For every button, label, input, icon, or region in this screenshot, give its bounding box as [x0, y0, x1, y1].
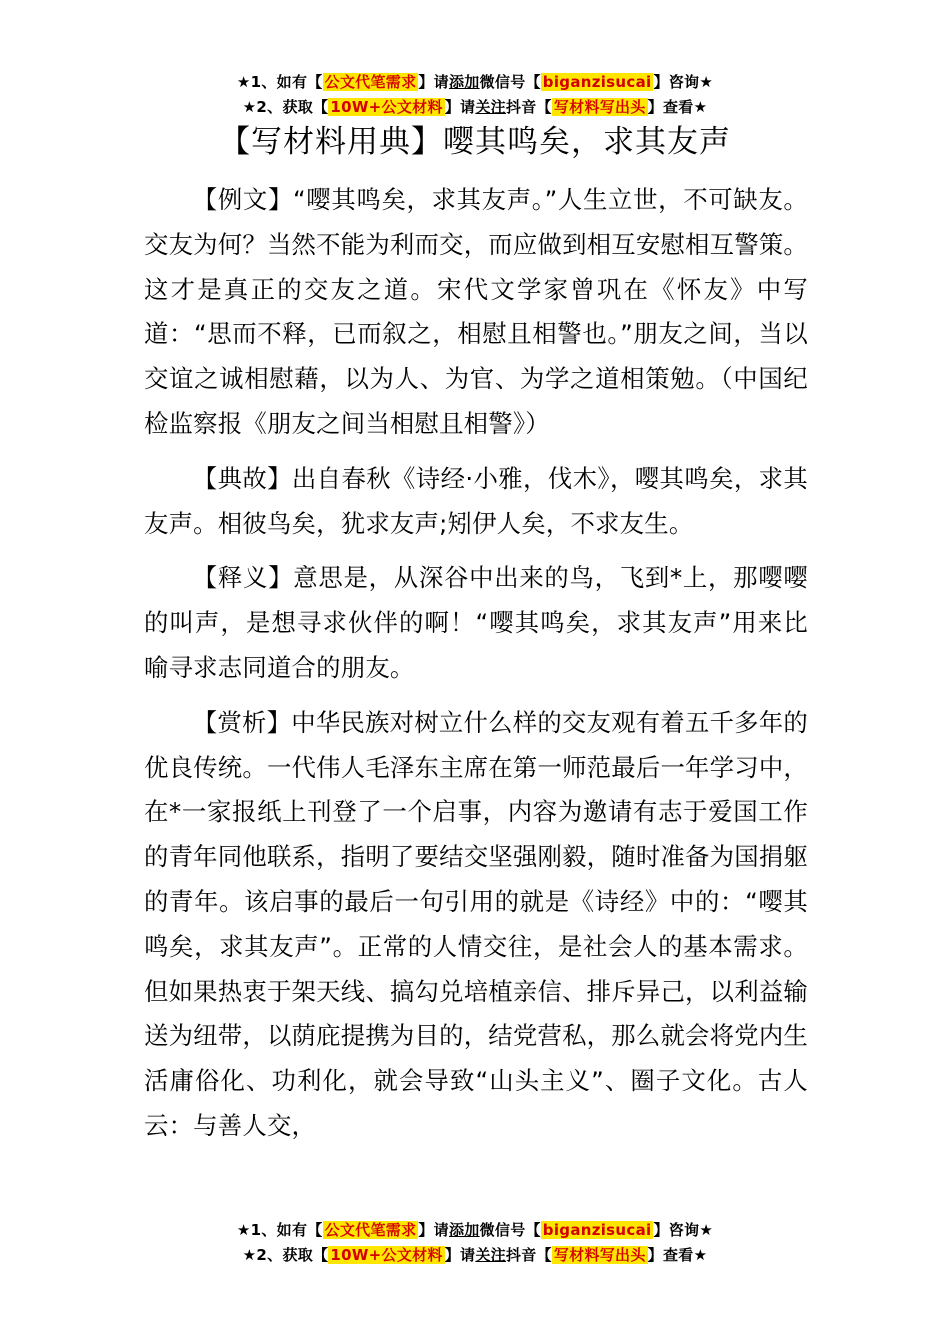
banner-text: 抖音【 [505, 98, 552, 116]
banner-line-2 [0, 1243, 950, 1268]
underlined-text: 关注 [475, 98, 506, 116]
banner-text: 微信号【 [479, 1221, 541, 1239]
banner-text: 】请 [418, 1221, 449, 1239]
document-body [144, 178, 808, 1159]
banner-text: 】查看★ [647, 98, 708, 116]
paragraph-appreciation: 【赏析】中华民族对树立什么样的交友观有着五千多年的优良传统。一代伟人毛泽东主席在第一师范最后一年学习中，在*一家报纸上刊登了一个启事，内容为邀请有志于爱国工作的青年同他联系，指明了要结交坚强刚毅，随时准备为国捐躯的青年。该启事的最后一句引用的就是《诗经》中的：“嘤其鸣矣，求其友声”。正常的人情交往，是社会人的基本需求。但如果热衷于架天线、搞勾兑培植亲信、排斥异己，以利益输送为纽带，以荫庇提携为目的，结党营私，那么就会将党内生活庸俗化、功利化，就会导致“山头主义”、圈子文化。古人云：与善人交， [144, 707, 808, 1140]
banner-text: 抖音【 [505, 1246, 552, 1264]
banner-text: ★1、如有【 [236, 1221, 323, 1239]
highlight-materials: 10W+公文材料 [330, 98, 443, 116]
banner-line-1 [0, 1218, 950, 1243]
banner-text: ★2、获取【 [242, 1246, 329, 1264]
banner-line-2 [0, 95, 950, 120]
banner-text: 微信号【 [479, 73, 541, 91]
banner-text: ★2、获取【 [242, 98, 329, 116]
header-banner [0, 70, 950, 120]
banner-text: 】请 [444, 1246, 476, 1264]
underlined-text: 添加 [448, 1221, 480, 1239]
banner-text: 】查看★ [647, 1246, 708, 1264]
document-title: 【写材料用典】嘤其鸣矣，求其友声 [219, 124, 731, 160]
banner-text: 】咨询★ [653, 73, 714, 91]
banner-text: 】请 [444, 98, 476, 116]
banner-text: 】咨询★ [653, 1221, 714, 1239]
paragraph-allusion: 【典故】出自春秋《诗经·小雅，伐木》，嘤其鸣矣，求其友声。相彼鸟矣，犹求友声;矧伊人矣，不求友生。 [144, 463, 808, 538]
highlight-wechat-id: biganzisucai [542, 73, 652, 91]
paragraph-meaning: 【释义】意思是，从深谷中出来的鸟，飞到*上，那嘤嘤的叫声，是想寻求伙伴的啊！“嘤其鸣矣，求其友声”用来比喻寻求志同道合的朋友。 [144, 563, 808, 682]
highlight-service: 公文代笔需求 [324, 1221, 417, 1239]
highlight-douyin: 写材料写出头 [553, 98, 646, 116]
paragraph-example: 【例文】“嘤其鸣矣，求其友声。”人生立世，不可缺友。交友为何？当然不能为利而交，而应做到相互安慰相互警策。这才是真正的交友之道。宋代文学家曾巩在《怀友》中写道：“思而不释，已而叙之，相慰且相警也。”朋友之间，当以交谊之诚相慰藉，以为人、为官、为学之道相策勉。（中国纪检监察报《朋友之间当相慰且相警》） [144, 185, 808, 438]
banner-line-1 [0, 70, 950, 95]
highlight-materials: 10W+公文材料 [330, 1246, 443, 1264]
underlined-text: 关注 [475, 1246, 506, 1264]
highlight-service: 公文代笔需求 [324, 73, 417, 91]
underlined-text: 添加 [448, 73, 480, 91]
banner-text: ★1、如有【 [236, 73, 323, 91]
footer-banner [0, 1218, 950, 1268]
highlight-wechat-id: biganzisucai [542, 1221, 652, 1239]
banner-text: 】请 [418, 73, 449, 91]
highlight-douyin: 写材料写出头 [553, 1246, 646, 1264]
